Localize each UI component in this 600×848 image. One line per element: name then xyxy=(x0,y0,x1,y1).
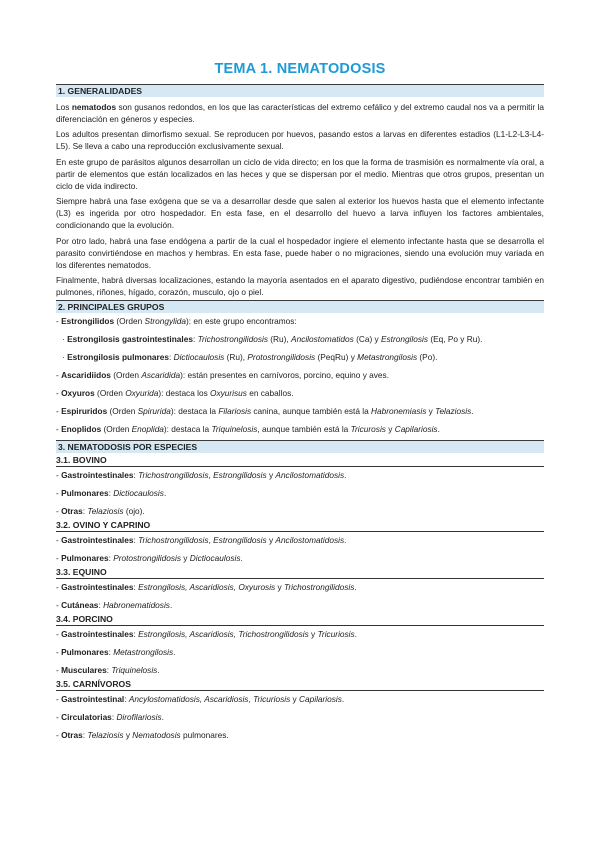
paragraph-fase-exogena: Siempre habrá una fase exógena que se va a desarrollar desde que salen al exterior los huevos hasta que el elemento infectante (L3) es ingerida por otro hospedador. En esta fase, en el desarrollo del huevo a larva influyen los factores ambientales, condicionando que la evolución. xyxy=(56,196,544,230)
list-item-ovino-pulmonares: - Pulmonares: Protostrongilidosis y Dictiocaulosis. xyxy=(56,553,243,563)
list-item-porcino-gastrointestinales: - Gastrointestinales: Estrongilosis, Ascaridiosis, Trichostrongilidosis y Tricuriosis. xyxy=(56,629,357,639)
subsection-heading-ovino-caprino: 3.2. OVINO Y CAPRINO xyxy=(56,520,544,532)
paragraph-fase-endogena: Por otro lado, habrá una fase endógena a partir de la cual el hospedador ingiere el elemento infectante hasta que se desarrolla el parasito convirtiéndose en machos y hembras. En esta fase, puede haber o no migraciones, siendo una evolución muy variada en los diferentes nematodos. xyxy=(56,235,544,270)
list-item-equino-cutaneas: - Cutáneas: Habronematidosis. xyxy=(56,600,173,610)
list-item-carnivoros-circulatorias: - Circulatorias: Dirofilariosis. xyxy=(56,712,164,722)
list-item-oxyuros: - Oxyuros (Orden Oxyurida): destaca los Oxyurisus en caballos. xyxy=(56,388,294,398)
list-item-carnivoros-gastrointestinal: - Gastrointestinal: Ancylostomatidosis, Ascaridiosis, Tricuriosis y Capilariosis. xyxy=(56,694,345,704)
section-heading-generalidades: 1. GENERALIDADES xyxy=(56,84,544,97)
list-item-ovino-gastrointestinales: - Gastrointestinales: Trichostrongilidosis, Estrongilidosis y Ancilostomatidosis. xyxy=(56,535,347,545)
list-item-estrongilidos: - Estrongilidos (Orden Strongylida): en este grupo encontramos: xyxy=(56,316,297,326)
paragraph-dimorfismo: Los adultos presentan dimorfismo sexual. Se reproducen por huevos, pasando estos a larvas en diferentes estadios (L1-L2-L3-L4-L5). Se lleva a cabo una reproducción exclusivamente sexual. xyxy=(56,129,544,151)
page-title: TEMA 1. NEMATODOSIS xyxy=(214,61,386,77)
list-item-bovino-otras: - Otras: Telaziosis (ojo). xyxy=(56,506,145,516)
list-item-enoplidos: - Enoplidos (Orden Enoplida): destaca la Triquinelosis, aunque también está la Tricurosis y Capilariosis. xyxy=(56,424,440,434)
list-item-estrongilosis-pulmonares: · Estrongilosis pulmonares: Dictiocaulosis (Ru), Protostrongilidosis (PeqRu) y Metastrongilosis (Po). xyxy=(62,352,438,362)
paragraph-nematodos: Los nematodos son gusanos redondos, en los que las características del extremo cefálico y del extremo caudal nos va a permitir la diferenciación en géneros y especies. xyxy=(56,101,544,124)
list-item-carnivoros-otras: - Otras: Telaziosis y Nematodosis pulmonares. xyxy=(56,730,229,740)
section-heading-nematodosis-por-especies: 3. NEMATODOSIS POR ESPECIES xyxy=(56,440,544,453)
list-item-porcino-musculares: - Musculares: Triquinelosis. xyxy=(56,665,160,675)
list-item-bovino-pulmonares: - Pulmonares: Dictiocaulosis. xyxy=(56,488,167,498)
paragraph-ciclo-vida: En este grupo de parásitos algunos desarrollan un ciclo de vida directo; en los que la forma de trasmisión es normalmente vía oral, a partir de elementos que están localizados en las heces y que se dispersan por el medio. Mientras que otros grupos, presentan un ciclo de vida indirecto. xyxy=(56,156,544,191)
list-item-espiruridos: - Espiruridos (Orden Spirurida): destaca la Filariosis canina, aunque también está la Habronemiasis y Telaziosis. xyxy=(56,406,474,416)
subsection-heading-carnivoros: 3.5. CARNÍVOROS xyxy=(56,679,544,691)
list-item-bovino-gastrointestinales: - Gastrointestinales: Trichostrongilidosis, Estrongilidosis y Ancilostomatidosis. xyxy=(56,470,347,480)
subsection-heading-equino: 3.3. EQUINO xyxy=(56,567,544,579)
subsection-heading-bovino: 3.1. BOVINO xyxy=(56,455,544,467)
section-heading-principales-grupos: 2. PRINCIPALES GRUPOS xyxy=(56,300,544,313)
paragraph-localizaciones: Finalmente, habrá diversas localizaciones, estando la mayoría asentados en el aparato digestivo, pudiéndose encontrar también en pulmones, riñones, hígado, corazón, musculo, ojo o piel. xyxy=(56,275,544,297)
list-item-porcino-pulmonares: - Pulmonares: Metastrongilosis. xyxy=(56,647,176,657)
subsection-heading-porcino: 3.4. PORCINO xyxy=(56,614,544,626)
list-item-estrongilosis-gastrointestinales: · Estrongilosis gastrointestinales: Trichostrongilidosis (Ru), Ancilostomatidos (Ca) y Estrongilosis (Eq, Po y Ru). xyxy=(62,334,483,344)
list-item-equino-gastrointestinales: - Gastrointestinales: Estrongilosis, Ascaridiosis, Oxyurosis y Trichostrongilidosis. xyxy=(56,582,357,592)
list-item-ascaridiidos: - Ascaridiidos (Orden Ascaridida): están presentes en carnívoros, porcino, equino y aves. xyxy=(56,370,389,380)
